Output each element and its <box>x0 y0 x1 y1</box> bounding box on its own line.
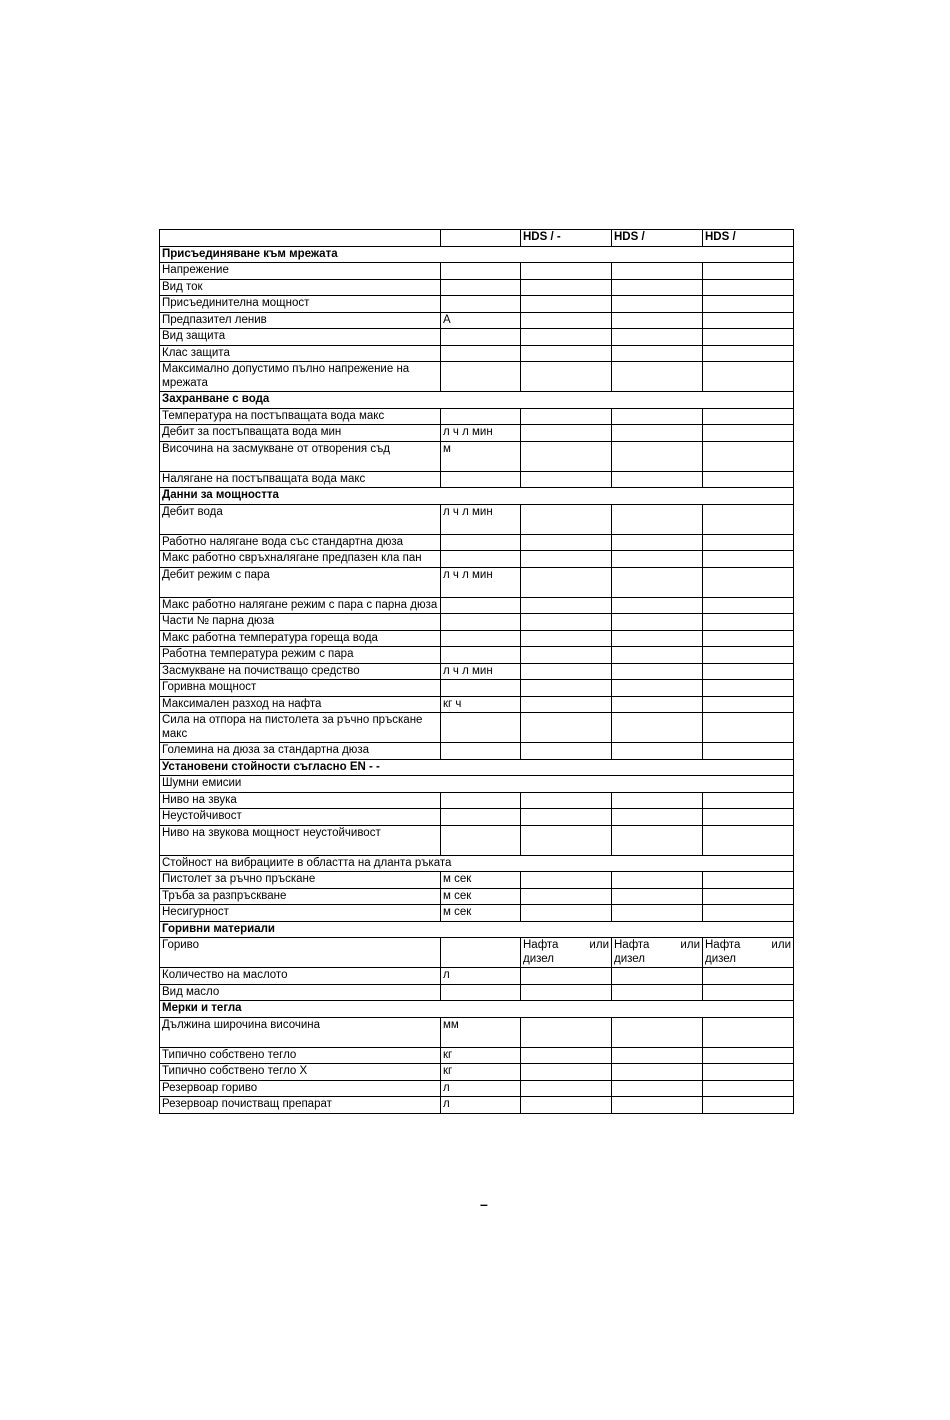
table-cell <box>521 1017 612 1047</box>
table-cell <box>703 630 794 647</box>
table-cell: л ч л мин <box>441 504 521 534</box>
table-cell <box>703 441 794 471</box>
table-cell <box>703 680 794 697</box>
table-cell: кг <box>441 1064 521 1081</box>
table-cell <box>521 551 612 568</box>
table-cell <box>612 872 703 889</box>
table-cell: кг ч <box>441 696 521 713</box>
table-cell <box>703 362 794 392</box>
table-row <box>160 872 794 889</box>
section-title: Захранване с вода <box>160 392 794 409</box>
subsection-row <box>160 855 794 872</box>
table-row <box>160 647 794 664</box>
table-cell <box>612 296 703 313</box>
table-cell <box>612 408 703 425</box>
table-cell <box>612 713 703 743</box>
table-row <box>160 792 794 809</box>
table-cell <box>441 647 521 664</box>
table-row <box>160 471 794 488</box>
table-row <box>160 713 794 743</box>
table-cell <box>703 329 794 346</box>
table-cell: Резервоар почистващ препарат <box>160 1097 441 1114</box>
table-row <box>160 597 794 614</box>
table-cell <box>441 743 521 760</box>
table-cell <box>612 680 703 697</box>
table-cell: Неустойчивост <box>160 809 441 826</box>
table-cell <box>521 888 612 905</box>
table-cell <box>703 279 794 296</box>
table-cell <box>612 614 703 631</box>
table-cell: Горивна мощност <box>160 680 441 697</box>
table-row <box>160 984 794 1001</box>
table-cell <box>612 696 703 713</box>
table-cell: Типично собствено тегло <box>160 1047 441 1064</box>
table-cell <box>612 1017 703 1047</box>
table-cell: мм <box>441 1017 521 1047</box>
table-cell: Напрежение <box>160 263 441 280</box>
table-cell <box>703 905 794 922</box>
table-cell <box>441 614 521 631</box>
table-row <box>160 345 794 362</box>
table-cell <box>441 534 521 551</box>
table-cell <box>703 825 794 855</box>
section-header-row <box>160 246 794 263</box>
subsection-title: Стойност на вибрациите в областта на длантa ръката <box>160 855 794 872</box>
table-cell: Големина на дюза за стандартна дюза <box>160 743 441 760</box>
table-cell <box>441 329 521 346</box>
table-row <box>160 551 794 568</box>
table-cell: Дебит режим с пара <box>160 567 441 597</box>
table-cell <box>521 680 612 697</box>
table-cell <box>441 938 521 968</box>
table-cell: Вид защита <box>160 329 441 346</box>
table-cell: Максимално допустимо пълно напрежение на мрежата <box>160 362 441 392</box>
table-cell <box>703 809 794 826</box>
table-row <box>160 743 794 760</box>
table-cell <box>612 597 703 614</box>
table-cell: Засмукване на почистващо средство <box>160 663 441 680</box>
table-cell: кг <box>441 1047 521 1064</box>
table-cell <box>521 1097 612 1114</box>
table-cell <box>521 984 612 1001</box>
table-cell: Клас защита <box>160 345 441 362</box>
table-cell <box>441 809 521 826</box>
table-cell: Ниво на звука <box>160 792 441 809</box>
table-cell <box>612 647 703 664</box>
table-cell <box>703 663 794 680</box>
table-cell: Резервоар гориво <box>160 1080 441 1097</box>
table-cell: м сек <box>441 888 521 905</box>
table-row <box>160 1080 794 1097</box>
table-row <box>160 968 794 985</box>
table-cell: Вид масло <box>160 984 441 1001</box>
table-cell <box>521 263 612 280</box>
table-cell: Сила на отпора на пистолета за ръчно пръскане макс <box>160 713 441 743</box>
table-cell <box>441 551 521 568</box>
table-cell <box>441 362 521 392</box>
table-cell <box>703 888 794 905</box>
table-cell: Нафта или дизел <box>703 938 794 968</box>
table-cell <box>521 597 612 614</box>
table-row <box>160 441 794 471</box>
table-cell <box>703 597 794 614</box>
table-cell <box>612 825 703 855</box>
table-cell <box>521 713 612 743</box>
table-cell <box>612 534 703 551</box>
table-row <box>160 809 794 826</box>
table-row <box>160 825 794 855</box>
table-cell <box>612 905 703 922</box>
table-row <box>160 263 794 280</box>
table-cell: Налягане на постъпващата вода макс <box>160 471 441 488</box>
table-cell <box>612 441 703 471</box>
table-cell <box>521 534 612 551</box>
column-header: HDS / - <box>521 230 612 247</box>
table-row <box>160 905 794 922</box>
table-cell <box>521 296 612 313</box>
table-cell <box>612 792 703 809</box>
column-header <box>441 230 521 247</box>
table-cell <box>521 792 612 809</box>
table-cell: л <box>441 1097 521 1114</box>
table-row <box>160 296 794 313</box>
table-cell <box>703 614 794 631</box>
table-cell <box>612 425 703 442</box>
table-cell <box>612 984 703 1001</box>
table-cell <box>521 1080 612 1097</box>
table-cell <box>441 263 521 280</box>
table-cell <box>521 345 612 362</box>
table-row <box>160 614 794 631</box>
table-cell <box>612 263 703 280</box>
table-cell <box>612 888 703 905</box>
table-cell <box>703 1047 794 1064</box>
table-cell: Нафта или дизел <box>612 938 703 968</box>
specifications-table <box>159 229 794 1114</box>
table-cell <box>703 647 794 664</box>
table-cell <box>612 471 703 488</box>
table-cell <box>612 551 703 568</box>
table-cell <box>612 279 703 296</box>
table-cell: Предпазител ленив <box>160 312 441 329</box>
table-cell: Несигурност <box>160 905 441 922</box>
table-cell <box>441 630 521 647</box>
table-cell: Макс работно свръхналягане предпазен кла пан <box>160 551 441 568</box>
table-row <box>160 630 794 647</box>
table-cell <box>612 1080 703 1097</box>
table-row <box>160 279 794 296</box>
table-cell <box>703 743 794 760</box>
table-cell: Вид ток <box>160 279 441 296</box>
table-cell <box>521 425 612 442</box>
table-cell <box>521 504 612 534</box>
table-cell <box>521 441 612 471</box>
table-cell <box>612 362 703 392</box>
table-cell <box>612 567 703 597</box>
page-number-dash: – <box>480 1196 488 1212</box>
table-cell: Ниво на звукова мощност неустойчивост <box>160 825 441 855</box>
section-header-row <box>160 392 794 409</box>
table-cell <box>612 1064 703 1081</box>
table-cell: Части № парна дюза <box>160 614 441 631</box>
table-cell <box>703 1080 794 1097</box>
table-cell <box>703 263 794 280</box>
table-row <box>160 1064 794 1081</box>
table-row <box>160 329 794 346</box>
table-cell: л ч л мин <box>441 663 521 680</box>
table-cell <box>703 872 794 889</box>
table-cell <box>521 663 612 680</box>
table-cell <box>521 362 612 392</box>
table-row <box>160 663 794 680</box>
table-cell <box>612 1097 703 1114</box>
table-cell: м сек <box>441 872 521 889</box>
table-cell <box>703 534 794 551</box>
subsection-row <box>160 776 794 793</box>
table-cell <box>441 825 521 855</box>
table-cell <box>521 1064 612 1081</box>
table-cell <box>612 312 703 329</box>
table-cell <box>521 1047 612 1064</box>
table-cell: Тръба за разпръскване <box>160 888 441 905</box>
table-cell: Гориво <box>160 938 441 968</box>
table-cell: Макс работна температура гореща вода <box>160 630 441 647</box>
table-cell <box>703 504 794 534</box>
table-cell <box>441 713 521 743</box>
table-row <box>160 680 794 697</box>
table-cell <box>703 792 794 809</box>
table-cell <box>703 968 794 985</box>
table-cell: л <box>441 968 521 985</box>
table-cell: Максимален разход на нафта <box>160 696 441 713</box>
section-title: Горивни материали <box>160 921 794 938</box>
table-row <box>160 534 794 551</box>
section-header-row <box>160 1001 794 1018</box>
table-row <box>160 1017 794 1047</box>
table-cell <box>612 329 703 346</box>
table-row <box>160 504 794 534</box>
section-header-row <box>160 921 794 938</box>
table-row <box>160 1047 794 1064</box>
table-cell <box>521 905 612 922</box>
table-cell <box>521 872 612 889</box>
table-cell <box>521 329 612 346</box>
table-cell <box>703 471 794 488</box>
table-cell <box>441 792 521 809</box>
table-cell: Пистолет за ръчно пръскане <box>160 872 441 889</box>
table-cell <box>612 345 703 362</box>
table-cell <box>612 504 703 534</box>
table-cell <box>703 1097 794 1114</box>
table-cell: А <box>441 312 521 329</box>
table-cell <box>703 696 794 713</box>
table-cell <box>521 968 612 985</box>
table-cell: Нафта или дизел <box>521 938 612 968</box>
table-cell <box>521 408 612 425</box>
table-cell <box>521 743 612 760</box>
table-row <box>160 408 794 425</box>
table-cell <box>521 825 612 855</box>
table-cell <box>521 279 612 296</box>
table-cell <box>612 743 703 760</box>
table-cell <box>703 567 794 597</box>
section-title: Данни за мощността <box>160 488 794 505</box>
section-title: Мерки и тегла <box>160 1001 794 1018</box>
table-cell <box>441 984 521 1001</box>
table-cell <box>441 408 521 425</box>
table-cell <box>703 408 794 425</box>
table-cell <box>441 471 521 488</box>
table-cell <box>703 312 794 329</box>
table-cell <box>703 1064 794 1081</box>
column-header: HDS / <box>612 230 703 247</box>
table-row <box>160 696 794 713</box>
table-cell: Температура на постъпващата вода макс <box>160 408 441 425</box>
table-cell <box>612 1047 703 1064</box>
table-cell <box>441 680 521 697</box>
table-cell: Количество на маслото <box>160 968 441 985</box>
table-cell <box>441 279 521 296</box>
table-cell: м сек <box>441 905 521 922</box>
table-row <box>160 938 794 968</box>
table-cell <box>703 296 794 313</box>
table-cell <box>703 425 794 442</box>
table-cell <box>521 647 612 664</box>
table-row <box>160 567 794 597</box>
specifications-body <box>160 230 794 1114</box>
table-cell <box>703 1017 794 1047</box>
table-cell: Дебит вода <box>160 504 441 534</box>
table-cell: м <box>441 441 521 471</box>
table-cell: л <box>441 1080 521 1097</box>
table-cell: Типично собствено тегло Х <box>160 1064 441 1081</box>
table-cell <box>521 471 612 488</box>
table-cell <box>521 696 612 713</box>
table-cell <box>521 630 612 647</box>
table-cell <box>521 809 612 826</box>
table-header-row <box>160 230 794 247</box>
table-cell: л ч л мин <box>441 567 521 597</box>
table-cell: Работна температура режим с пара <box>160 647 441 664</box>
table-cell: Работно налягане вода със стандартна дюза <box>160 534 441 551</box>
table-cell: Макс работно налягане режим с пара с парна дюза <box>160 597 441 614</box>
table-cell <box>441 296 521 313</box>
table-cell <box>703 713 794 743</box>
subsection-title: Шумни емисии <box>160 776 794 793</box>
table-cell <box>521 312 612 329</box>
table-cell <box>703 984 794 1001</box>
section-title: Присъединяване към мрежата <box>160 246 794 263</box>
table-row <box>160 425 794 442</box>
table-cell: Височина на засмукване от отворения съд <box>160 441 441 471</box>
section-header-row <box>160 759 794 776</box>
table-row <box>160 362 794 392</box>
table-row <box>160 1097 794 1114</box>
table-cell: л ч л мин <box>441 425 521 442</box>
section-title: Установени стойности съгласно EN - - <box>160 759 794 776</box>
table-cell <box>441 345 521 362</box>
table-cell <box>612 663 703 680</box>
table-cell <box>612 968 703 985</box>
table-cell: Дебит за постъпващата вода мин <box>160 425 441 442</box>
table-cell <box>521 567 612 597</box>
table-cell <box>703 551 794 568</box>
column-header <box>160 230 441 247</box>
table-cell: Присъединителна мощност <box>160 296 441 313</box>
section-header-row <box>160 488 794 505</box>
table-cell: Дължина широчина височина <box>160 1017 441 1047</box>
column-header: HDS / <box>703 230 794 247</box>
table-cell <box>521 614 612 631</box>
table-cell <box>612 630 703 647</box>
table-cell <box>612 809 703 826</box>
table-cell <box>703 345 794 362</box>
table-row <box>160 888 794 905</box>
table-cell <box>441 597 521 614</box>
table-row <box>160 312 794 329</box>
